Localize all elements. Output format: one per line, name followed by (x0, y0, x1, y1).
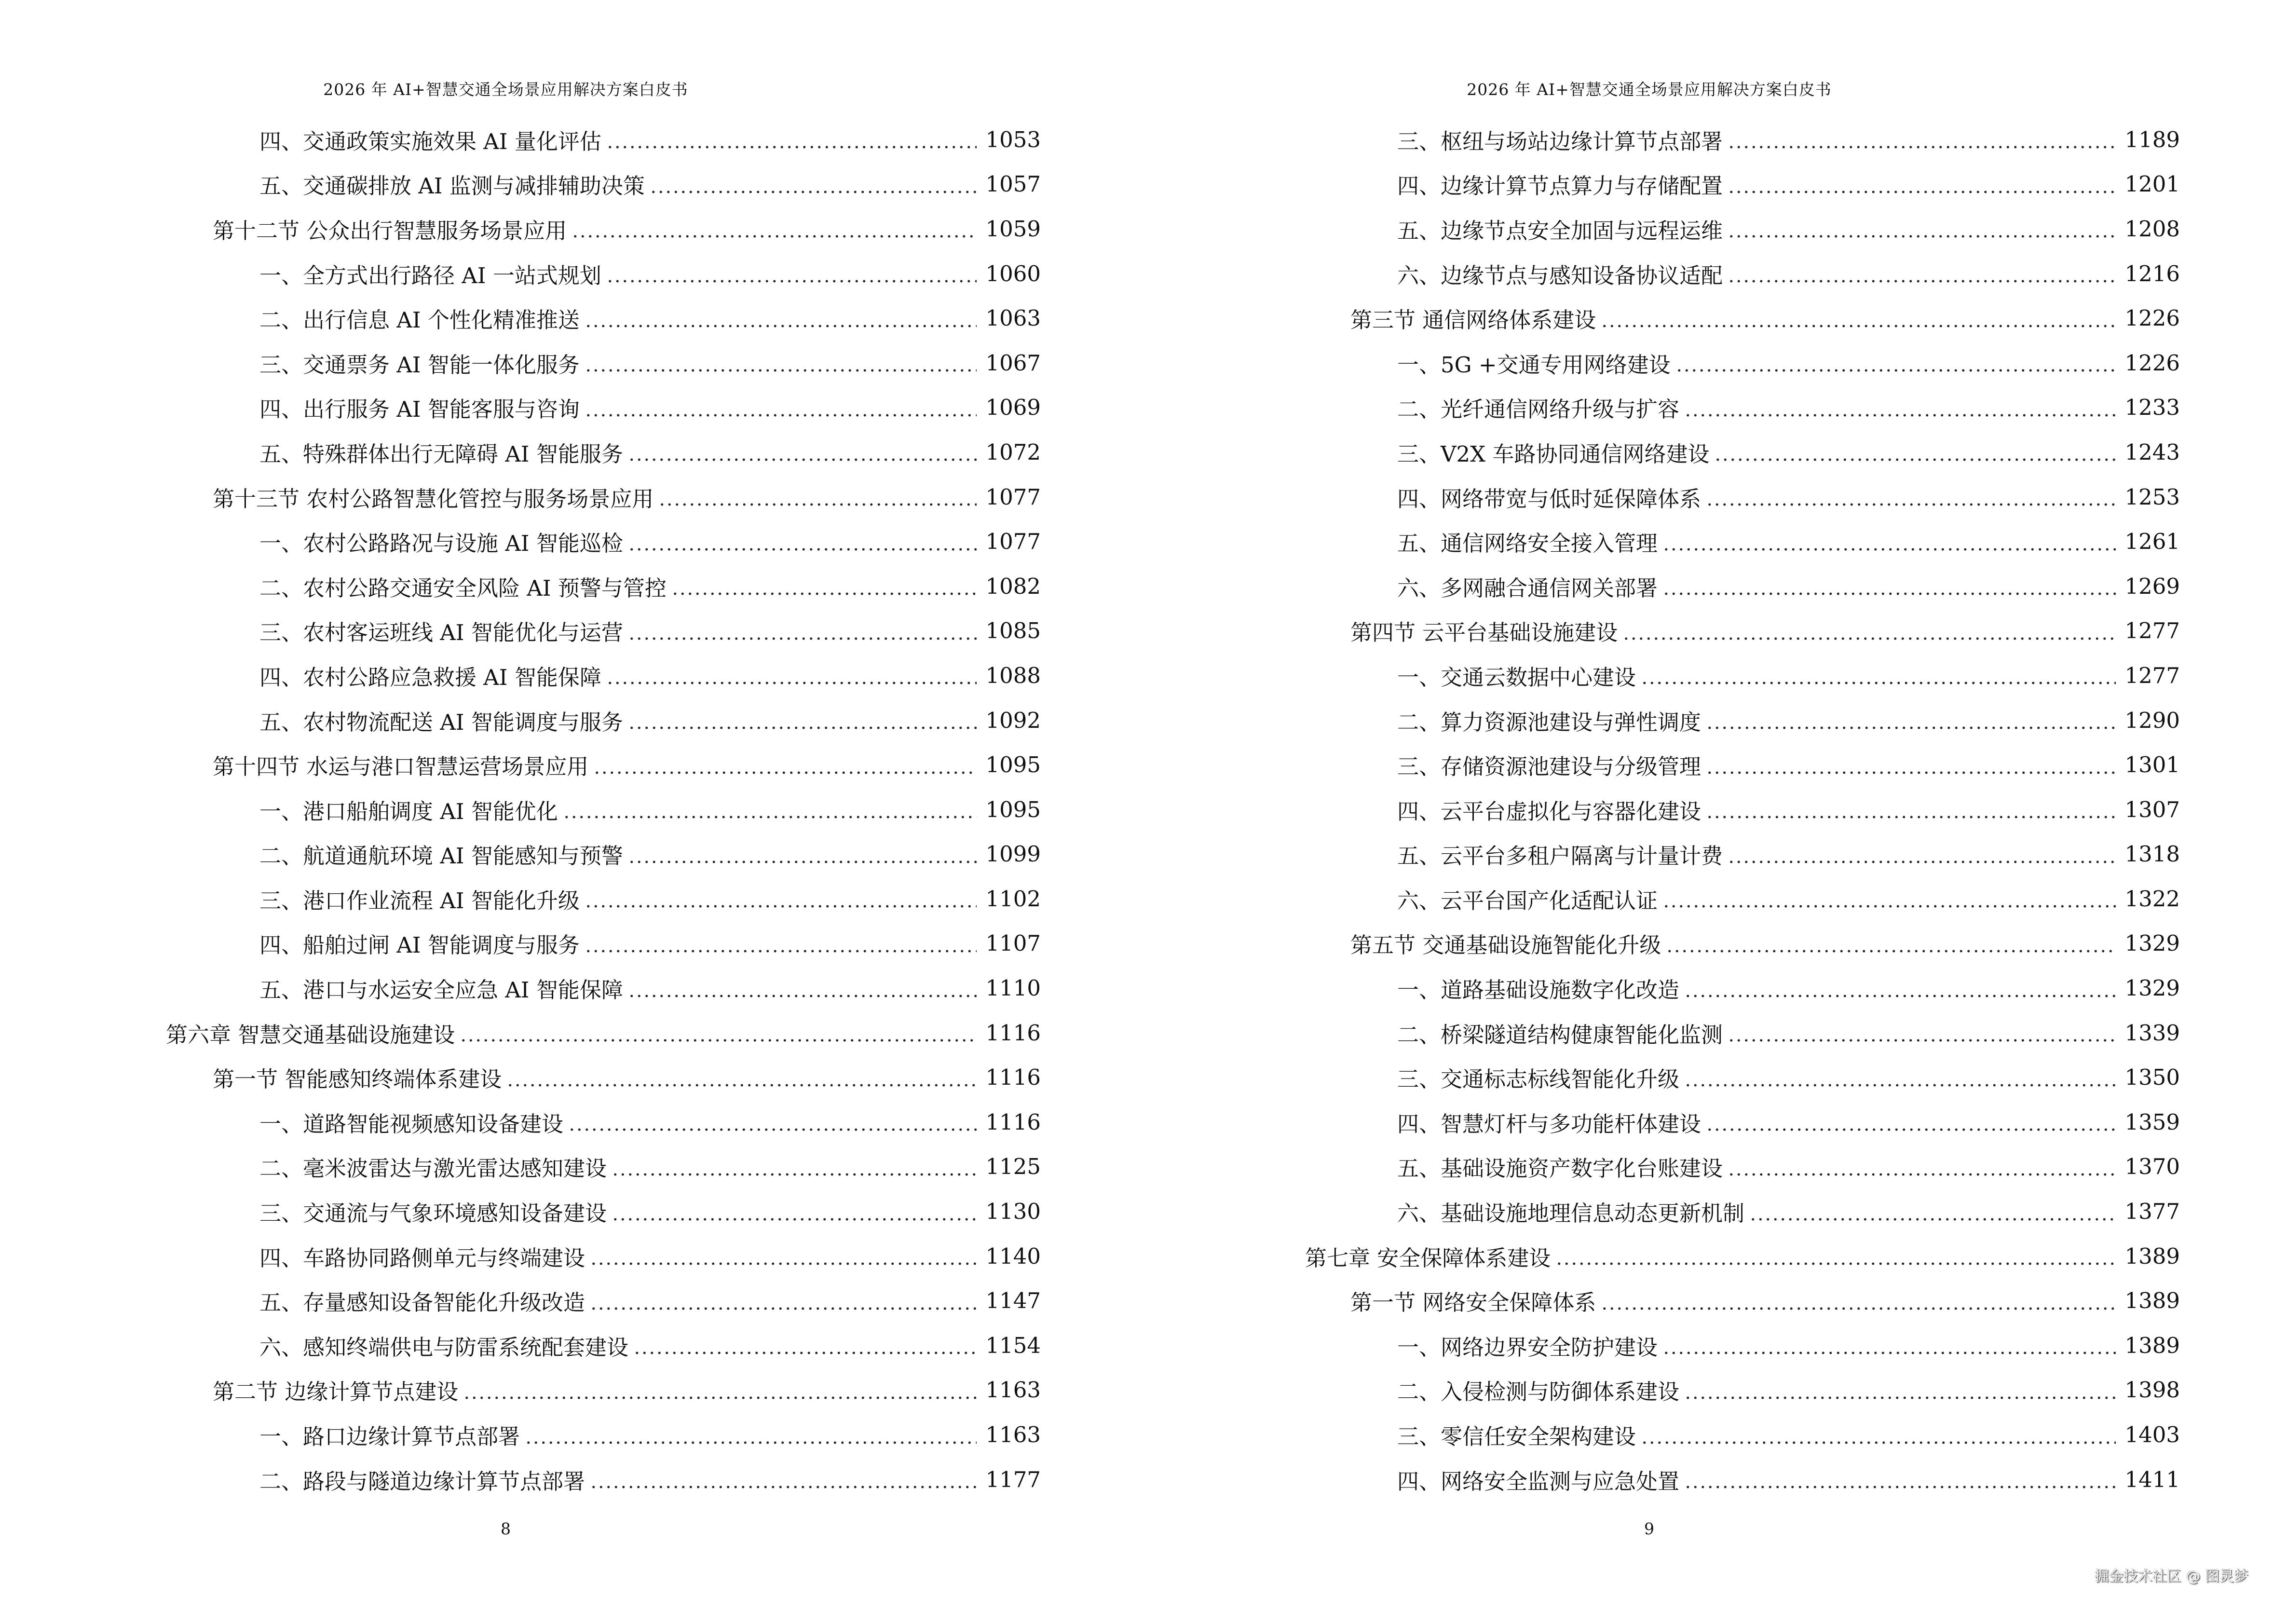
toc-page-number: 1102 (985, 886, 1041, 912)
toc-subsection[interactable] (0, 1278, 1041, 1323)
toc-page-number: 1088 (985, 662, 1041, 688)
toc-page-number: 1140 (985, 1243, 1041, 1269)
toc-page-number: 1077 (985, 484, 1041, 510)
toc-section[interactable] (1144, 921, 2180, 966)
watermark: 掘金技术社区 @ 图灵梦 (2094, 1568, 2248, 1585)
toc-title: 五、基础设施资产数字化台账建设 (1397, 1156, 1723, 1182)
toc-section[interactable] (0, 206, 1041, 251)
toc-page-number: 1370 (2124, 1154, 2180, 1180)
dot-leader (1662, 889, 2116, 908)
toc-page-number: 1116 (985, 1064, 1041, 1091)
running-header: 2026 年 AI+智慧交通全场景应用解决方案白皮书 (1467, 80, 1832, 99)
toc-title: 四、出行服务 AI 智能客服与咨询 (259, 396, 580, 423)
toc-page-number: 1072 (985, 439, 1041, 465)
toc-page-number: 1329 (2124, 975, 2180, 1001)
toc-title: 六、云平台国产化适配认证 (1397, 887, 1658, 914)
toc-page-number: 1077 (985, 529, 1041, 555)
toc-subsection[interactable] (1144, 206, 2180, 251)
dot-leader (1641, 1425, 2116, 1445)
toc-subsection[interactable] (1144, 1145, 2180, 1189)
toc-chapter[interactable] (0, 1010, 1041, 1055)
toc-subsection[interactable] (0, 296, 1041, 341)
toc-title: 二、入侵检测与防御体系建设 (1397, 1379, 1680, 1405)
dot-leader (1728, 1157, 2116, 1176)
toc-title: 第六章 智慧交通基础设施建设 (166, 1022, 455, 1048)
toc-subsection[interactable] (1144, 653, 2180, 698)
dot-leader (593, 755, 977, 775)
toc-page-number: 1216 (2124, 260, 2180, 287)
dot-leader (1675, 353, 2116, 372)
page-number: 9 (1644, 1519, 1654, 1538)
toc-title: 五、通信网络安全接入管理 (1397, 531, 1658, 557)
toc-page-number: 1253 (2124, 484, 2180, 510)
toc-list (1144, 117, 2180, 1501)
dot-leader (1684, 398, 2116, 417)
toc-subsection[interactable] (0, 876, 1041, 921)
toc-subsection[interactable] (1144, 1368, 2180, 1413)
toc-page-number: 1107 (985, 930, 1041, 956)
toc-section[interactable] (0, 1055, 1041, 1100)
toc-title: 四、云平台虚拟化与容器化建设 (1397, 798, 1702, 824)
toc-title: 四、船舶过闸 AI 智能调度与服务 (259, 932, 580, 958)
dot-leader (572, 219, 977, 238)
dot-leader (1662, 532, 2116, 551)
toc-page-number: 1411 (2124, 1466, 2180, 1492)
toc-section[interactable] (1144, 609, 2180, 654)
toc-title: 四、边缘计算节点算力与存储配置 (1397, 173, 1723, 199)
toc-subsection[interactable] (0, 385, 1041, 430)
toc-section[interactable] (0, 475, 1041, 519)
toc-title: 三、港口作业流程 AI 智能化升级 (259, 887, 580, 914)
toc-subsection[interactable] (1144, 1412, 2180, 1457)
toc-section[interactable] (1144, 1278, 2180, 1323)
dot-leader (1662, 576, 2116, 596)
toc-subsection[interactable] (0, 430, 1041, 475)
dot-leader (612, 1202, 977, 1221)
toc-subsection[interactable] (0, 1457, 1041, 1502)
page-number: 8 (501, 1519, 511, 1538)
dot-leader (1662, 1336, 2116, 1355)
toc-page-number: 1082 (985, 573, 1041, 599)
dot-leader (628, 979, 977, 998)
dot-leader (1684, 1470, 2116, 1489)
toc-page-number: 1059 (985, 216, 1041, 242)
dot-leader (1728, 219, 2116, 238)
dot-leader (628, 845, 977, 864)
toc-subsection[interactable] (0, 1412, 1041, 1457)
dot-leader (1728, 1023, 2116, 1042)
toc-subsection[interactable] (0, 609, 1041, 654)
toc-title: 六、感知终端供电与防雷系统配套建设 (259, 1334, 629, 1360)
toc-title: 第十二节 公众出行智慧服务场景应用 (213, 218, 567, 244)
toc-page-number: 1301 (2124, 752, 2180, 778)
dot-leader (650, 175, 977, 194)
toc-subsection[interactable] (1144, 1010, 2180, 1055)
toc-page-number: 1208 (2124, 216, 2180, 242)
dot-leader (658, 487, 977, 506)
toc-title: 五、港口与水运安全应急 AI 智能保障 (259, 977, 623, 1003)
toc-page-number: 1189 (2124, 126, 2180, 152)
toc-page-number: 1389 (2124, 1288, 2180, 1314)
toc-page-number: 1243 (2124, 439, 2180, 465)
dot-leader (1706, 1112, 2116, 1132)
toc-section[interactable] (1144, 296, 2180, 341)
dot-leader (525, 1425, 977, 1445)
dot-leader (1666, 934, 2116, 953)
toc-subsection[interactable] (1144, 1100, 2180, 1145)
dot-leader (606, 130, 977, 149)
dot-leader (606, 264, 977, 283)
dot-leader (1706, 755, 2116, 775)
dot-leader (585, 309, 977, 328)
running-header: 2026 年 AI+智慧交通全场景应用解决方案白皮书 (323, 80, 688, 99)
dot-leader (590, 1246, 977, 1266)
toc-page-number: 1277 (2124, 618, 2180, 644)
dot-leader (1728, 130, 2116, 149)
toc-title: 一、港口船舶调度 AI 智能优化 (259, 798, 558, 824)
toc-page-number: 1147 (985, 1288, 1041, 1314)
toc-title: 二、桥梁隧道结构健康智能化监测 (1397, 1022, 1723, 1048)
toc-page-number: 1130 (985, 1199, 1041, 1225)
toc-title: 一、道路智能视频感知设备建设 (259, 1111, 564, 1137)
toc-page-number: 1092 (985, 707, 1041, 733)
toc-title: 四、农村公路应急救援 AI 智能保障 (259, 664, 601, 690)
toc-page-number: 1389 (2124, 1243, 2180, 1269)
toc-section[interactable] (0, 742, 1041, 787)
toc-title: 二、毫米波雷达与激光雷达感知建设 (259, 1156, 607, 1182)
toc-subsection[interactable] (0, 341, 1041, 385)
toc-subsection[interactable] (1144, 876, 2180, 921)
toc-title: 四、网络带宽与低时延保障体系 (1397, 486, 1702, 512)
dot-leader (612, 1157, 977, 1176)
toc-subsection[interactable] (1144, 475, 2180, 519)
toc-title: 第三节 通信网络体系建设 (1350, 307, 1596, 333)
toc-subsection[interactable] (0, 832, 1041, 877)
toc-page-number: 1377 (2124, 1199, 2180, 1225)
toc-title: 三、交通流与气象环境感知设备建设 (259, 1201, 607, 1227)
toc-page-number: 1116 (985, 1020, 1041, 1046)
toc-title: 四、网络安全监测与应急处置 (1397, 1468, 1680, 1494)
dot-leader (1622, 621, 2116, 641)
dot-leader (1749, 1202, 2116, 1221)
dot-leader (506, 1068, 977, 1087)
toc-subsection[interactable] (0, 787, 1041, 832)
toc-title: 四、智慧灯杆与多功能杆体建设 (1397, 1111, 1702, 1137)
dot-leader (590, 1291, 977, 1310)
toc-title: 四、车路协同路侧单元与终端建设 (259, 1245, 585, 1271)
toc-title: 第一节 网络安全保障体系 (1350, 1290, 1596, 1316)
toc-page-number: 1085 (985, 618, 1041, 644)
toc-subsection[interactable] (0, 162, 1041, 207)
dot-leader (628, 621, 977, 641)
dot-leader (463, 1380, 977, 1400)
toc-title: 六、边缘节点与感知设备协议适配 (1397, 262, 1723, 288)
toc-subsection[interactable] (1144, 162, 2180, 207)
dot-leader (1684, 1068, 2116, 1087)
toc-page-number: 1389 (2124, 1332, 2180, 1358)
toc-page-number: 1116 (985, 1109, 1041, 1135)
toc-title: 三、枢纽与场站边缘计算节点部署 (1397, 128, 1723, 154)
toc-title: 三、零信任安全架构建设 (1397, 1424, 1636, 1450)
toc-title: 二、算力资源池建设与弹性调度 (1397, 709, 1702, 735)
toc-title: 五、存量感知设备智能化升级改造 (259, 1290, 585, 1316)
toc-page-number: 1329 (2124, 930, 2180, 956)
toc-page-number: 1110 (985, 975, 1041, 1001)
toc-page-number: 1163 (985, 1377, 1041, 1403)
toc-page-number: 1398 (2124, 1377, 2180, 1403)
toc-page-number: 1350 (2124, 1064, 2180, 1091)
toc-section[interactable] (0, 1368, 1041, 1413)
dot-leader (585, 889, 977, 908)
toc-title: 一、路口边缘计算节点部署 (259, 1424, 520, 1450)
toc-title: 五、特殊群体出行无障碍 AI 智能服务 (259, 441, 623, 467)
toc-subsection[interactable] (1144, 519, 2180, 564)
toc-title: 二、农村公路交通安全风险 AI 预警与管控 (259, 575, 667, 601)
dot-leader (568, 1112, 977, 1132)
toc-title: 一、道路基础设施数字化改造 (1397, 977, 1680, 1003)
toc-title: 第十三节 农村公路智慧化管控与服务场景应用 (213, 486, 654, 512)
toc-page-number: 1359 (2124, 1109, 2180, 1135)
toc-subsection[interactable] (0, 1323, 1041, 1368)
toc-page-number: 1290 (2124, 707, 2180, 733)
toc-title: 第一节 智能感知终端体系建设 (213, 1066, 502, 1092)
toc-subsection[interactable] (0, 564, 1041, 609)
dot-leader (1684, 979, 2116, 998)
toc-subsection[interactable] (0, 698, 1041, 743)
toc-page-number: 1339 (2124, 1020, 2180, 1046)
dot-leader (1714, 442, 2116, 462)
toc-subsection[interactable] (0, 1100, 1041, 1145)
toc-subsection[interactable] (1144, 564, 2180, 609)
toc-title: 一、交通云数据中心建设 (1397, 664, 1636, 690)
toc-page-number: 1201 (2124, 171, 2180, 197)
toc-subsection[interactable] (0, 117, 1041, 162)
toc-chapter[interactable] (1144, 1234, 2180, 1279)
toc-page-number: 1307 (2124, 796, 2180, 822)
toc-subsection[interactable] (1144, 1457, 2180, 1502)
toc-page-number: 1261 (2124, 529, 2180, 555)
toc-page-number: 1322 (2124, 886, 2180, 912)
toc-subsection[interactable] (1144, 1189, 2180, 1234)
toc-page-number: 1095 (985, 796, 1041, 822)
toc-page-number: 1067 (985, 350, 1041, 376)
toc-title: 三、V2X 车路协同通信网络建设 (1397, 441, 1710, 467)
dot-leader (1728, 845, 2116, 864)
toc-page-number: 1233 (2124, 395, 2180, 421)
dot-leader (633, 1336, 977, 1355)
toc-subsection[interactable] (0, 921, 1041, 966)
dot-leader (628, 442, 977, 462)
toc-page-number: 1226 (2124, 350, 2180, 376)
toc-title: 第七章 安全保障体系建设 (1305, 1245, 1551, 1271)
dot-leader (1641, 666, 2116, 685)
toc-title: 第四节 云平台基础设施建设 (1350, 620, 1618, 646)
toc-page-number: 1095 (985, 752, 1041, 778)
toc-subsection[interactable] (0, 251, 1041, 296)
dot-leader (585, 353, 977, 372)
toc-title: 一、5G +交通专用网络建设 (1397, 352, 1671, 378)
toc-list (0, 117, 1041, 1501)
toc-title: 五、农村物流配送 AI 智能调度与服务 (259, 709, 623, 735)
toc-title: 二、光纤通信网络升级与扩容 (1397, 396, 1680, 423)
toc-subsection[interactable] (1144, 117, 2180, 162)
dot-leader (1555, 1246, 2116, 1266)
toc-page-number: 1063 (985, 305, 1041, 331)
toc-title: 五、云平台多租户隔离与计量计费 (1397, 843, 1723, 869)
dot-leader (585, 934, 977, 953)
dot-leader (563, 800, 977, 819)
toc-subsection[interactable] (0, 966, 1041, 1010)
toc-page-number: 1163 (985, 1422, 1041, 1448)
toc-title: 六、基础设施地理信息动态更新机制 (1397, 1201, 1745, 1227)
toc-subsection[interactable] (1144, 251, 2180, 296)
dot-leader (628, 532, 977, 551)
toc-page-number: 1154 (985, 1332, 1041, 1358)
toc-subsection[interactable] (1144, 385, 2180, 430)
toc-title: 五、交通碳排放 AI 监测与减排辅助决策 (259, 173, 645, 199)
dot-leader (606, 666, 977, 685)
toc-title: 三、交通票务 AI 智能一体化服务 (259, 352, 580, 378)
toc-subsection[interactable] (0, 653, 1041, 698)
dot-leader (590, 1470, 977, 1489)
toc-page-number: 1226 (2124, 305, 2180, 331)
toc-title: 第十四节 水运与港口智慧运营场景应用 (213, 754, 589, 780)
toc-subsection[interactable] (1144, 698, 2180, 743)
toc-page-number: 1125 (985, 1154, 1041, 1180)
toc-title: 二、路段与隧道边缘计算节点部署 (259, 1468, 585, 1494)
dot-leader (1706, 487, 2116, 506)
toc-title: 一、农村公路路况与设施 AI 智能巡检 (259, 531, 623, 557)
toc-page-number: 1057 (985, 171, 1041, 197)
dot-leader (460, 1023, 977, 1042)
toc-title: 一、网络边界安全防护建设 (1397, 1334, 1658, 1360)
toc-subsection[interactable] (1144, 1323, 2180, 1368)
toc-title: 二、出行信息 AI 个性化精准推送 (259, 307, 580, 333)
toc-subsection[interactable] (1144, 787, 2180, 832)
toc-subsection[interactable] (0, 1234, 1041, 1279)
toc-title: 四、交通政策实施效果 AI 量化评估 (259, 128, 601, 154)
toc-subsection[interactable] (1144, 966, 2180, 1010)
toc-subsection[interactable] (0, 1189, 1041, 1234)
toc-title: 六、多网融合通信网关部署 (1397, 575, 1658, 601)
dot-leader (1601, 309, 2116, 328)
toc-subsection[interactable] (1144, 341, 2180, 385)
toc-page-number: 1069 (985, 395, 1041, 421)
toc-title: 二、航道通航环境 AI 智能感知与预警 (259, 843, 623, 869)
dot-leader (628, 710, 977, 730)
toc-page-number: 1060 (985, 260, 1041, 287)
toc-subsection[interactable] (0, 1145, 1041, 1189)
dot-leader (1706, 710, 2116, 730)
dot-leader (1728, 264, 2116, 283)
toc-subsection[interactable] (1144, 430, 2180, 475)
toc-subsection[interactable] (0, 519, 1041, 564)
toc-subsection[interactable] (1144, 1055, 2180, 1100)
dot-leader (1728, 175, 2116, 194)
dot-leader (671, 576, 977, 596)
toc-subsection[interactable] (1144, 832, 2180, 877)
dot-leader (1684, 1380, 2116, 1400)
toc-title: 三、农村客运班线 AI 智能优化与运营 (259, 620, 623, 646)
toc-subsection[interactable] (1144, 742, 2180, 787)
toc-page-number: 1403 (2124, 1422, 2180, 1448)
toc-title: 五、边缘节点安全加固与远程运维 (1397, 218, 1723, 244)
toc-page-number: 1053 (985, 126, 1041, 152)
toc-title: 三、交通标志标线智能化升级 (1397, 1066, 1680, 1092)
toc-title: 一、全方式出行路径 AI 一站式规划 (259, 262, 601, 288)
dot-leader (1706, 800, 2116, 819)
toc-title: 第二节 边缘计算节点建设 (213, 1379, 459, 1405)
right-page (1144, 0, 2287, 1624)
toc-title: 三、存储资源池建设与分级管理 (1397, 754, 1702, 780)
toc-title: 第五节 交通基础设施智能化升级 (1350, 932, 1661, 958)
toc-page-number: 1269 (2124, 573, 2180, 599)
dot-leader (1601, 1291, 2116, 1310)
toc-page-number: 1318 (2124, 841, 2180, 867)
dot-leader (585, 398, 977, 417)
toc-page-number: 1177 (985, 1466, 1041, 1492)
toc-page-number: 1099 (985, 841, 1041, 867)
toc-page-number: 1277 (2124, 662, 2180, 688)
